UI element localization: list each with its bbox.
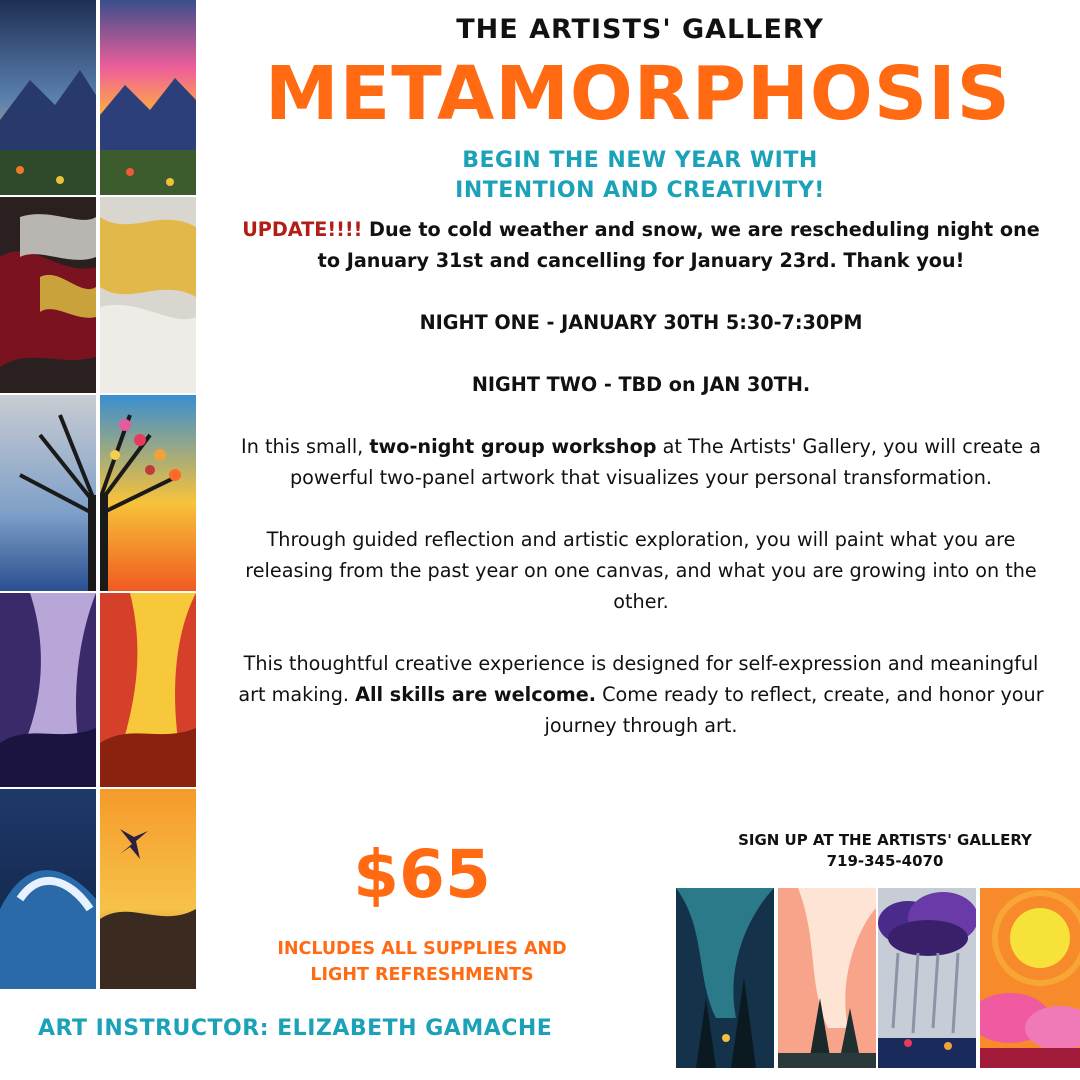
p1-pre: In this small, xyxy=(241,435,370,458)
tagline-line-1: BEGIN THE NEW YEAR WITH xyxy=(462,148,818,173)
tagline xyxy=(380,146,900,206)
price-includes xyxy=(222,936,622,988)
red-gold-abstract-painting xyxy=(0,197,196,393)
update-message: Due to cold weather and snow, we are rescheduling night one to January 31st and cancelling for January 23rd. Thank you! xyxy=(317,218,1040,272)
signup-info xyxy=(700,830,1070,872)
event-title: METAMORPHOSIS xyxy=(265,51,1011,137)
storm-cloud-painting xyxy=(878,888,976,1068)
signup-line: SIGN UP AT THE ARTISTS' GALLERY xyxy=(738,831,1032,849)
event-description xyxy=(232,214,1050,772)
workshop-type: two-night group workshop xyxy=(369,435,657,458)
night-two: NIGHT TWO - TBD on JAN 30TH. xyxy=(471,373,811,396)
skills-welcome: All skills are welcome. xyxy=(355,683,597,706)
tagline-line-2: INTENTION AND CREATIVITY! xyxy=(455,178,825,203)
night-one: NIGHT ONE - JANUARY 30TH 5:30-7:30PM xyxy=(419,311,863,334)
venue-name: THE ARTISTS' GALLERY xyxy=(456,14,824,45)
p3-pre: This thoughtful creative experience is designed for self-expression and meaningful art making. xyxy=(238,652,1039,706)
includes-line-1: INCLUDES ALL SUPPLIES AND xyxy=(277,939,567,959)
update-notice xyxy=(232,214,1050,276)
peach-forest-painting xyxy=(778,888,876,1068)
description-paragraph-2: Through guided reflection and artistic exploration, you will paint what you are releasing from the past year on one canvas, and what you are growing into on the other. xyxy=(245,528,1037,613)
description-paragraph-1 xyxy=(232,431,1050,493)
mountain-sunset-painting xyxy=(0,0,196,195)
price: $65 xyxy=(353,836,491,913)
phone-number[interactable]: 719-345-4070 xyxy=(826,852,944,870)
dark-forest-painting xyxy=(676,888,774,1068)
ocean-wave-butterfly-painting xyxy=(0,789,196,989)
purple-fire-explosion-painting xyxy=(0,593,196,787)
sunshine-painting xyxy=(980,888,1080,1068)
instructor-name: ART INSTRUCTOR: ELIZABETH GAMACHE xyxy=(38,1016,553,1041)
description-paragraph-3 xyxy=(232,648,1050,741)
includes-line-2: LIGHT REFRESHMENTS xyxy=(310,965,534,985)
tree-seasons-painting xyxy=(0,395,196,591)
p1-post: at The Artists' Gallery, you will create a powerful two-panel artwork that visualizes your personal transformation. xyxy=(289,435,1041,489)
p3-post: Come ready to reflect, create, and honor your journey through art. xyxy=(544,683,1044,737)
update-label: UPDATE!!!! xyxy=(242,218,363,241)
